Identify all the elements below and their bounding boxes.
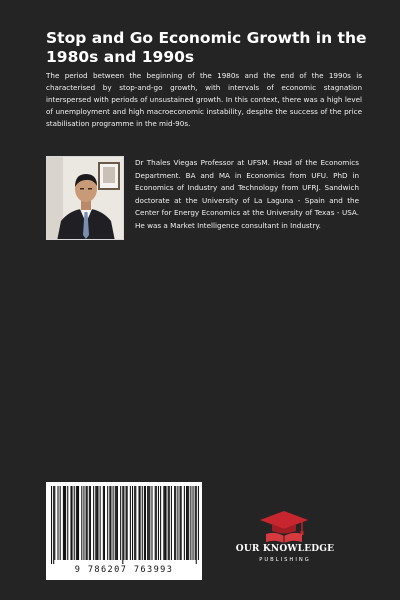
barcode-bar (67, 486, 68, 560)
barcode-bar (138, 486, 139, 560)
barcode-bar (126, 486, 127, 560)
publisher-subtitle: PUBLISHING (259, 557, 311, 563)
barcode-bar (148, 486, 149, 560)
author-photo (46, 156, 124, 240)
barcode-bar (155, 486, 156, 560)
barcode-bars (46, 482, 202, 564)
barcode-bar (195, 486, 196, 560)
barcode-bar (103, 486, 104, 560)
barcode-bar (86, 486, 87, 560)
barcode-bar (158, 486, 159, 560)
barcode-bar (149, 486, 150, 560)
book-title: Stop and Go Economic Growth in the 1980s and 1990s (46, 29, 367, 66)
barcode-bar (81, 486, 82, 560)
barcode-bar (60, 486, 61, 560)
barcode-bar (93, 486, 94, 560)
barcode-bar (78, 486, 79, 560)
graduation-cap-book-icon (258, 510, 310, 544)
barcode-bar (107, 486, 108, 560)
barcode-bar (76, 486, 77, 560)
barcode-bar (196, 486, 197, 564)
barcode-bar (132, 486, 133, 560)
author-bio: Dr Thales Viegas Professor at UFSM. Head of the Economics Department. BA and MA in Economics from UFU. PhD in Economics of Industry and Technology from UFRJ. Sandwich doctorate at the University of La Laguna - Spain and the Center for Energy Economics at the University of Texas - USA. He was a Market Intelligence consultant in Industry. (135, 158, 359, 230)
barcode-bar (115, 486, 116, 560)
barcode-bar (97, 486, 98, 560)
barcode-bar (72, 486, 73, 560)
barcode-bar (116, 486, 117, 560)
barcode-bar (90, 486, 91, 560)
barcode-bar (177, 486, 178, 560)
barcode-bar (184, 486, 185, 560)
publisher-name: OUR KNOWLEDGE (235, 544, 335, 554)
barcode-bar (87, 486, 88, 560)
barcode-bar (151, 486, 152, 560)
barcode-bar (180, 486, 181, 560)
barcode-bar (147, 486, 148, 560)
barcode-bar (187, 486, 188, 560)
barcode-bar (168, 486, 169, 560)
isbn-barcode (46, 482, 202, 580)
barcode-bar (70, 486, 71, 560)
barcode-bar (144, 486, 145, 560)
barcode-bar (130, 486, 131, 560)
barcode-bar (169, 486, 170, 560)
barcode-bar (54, 486, 55, 560)
barcode-bar (77, 486, 78, 560)
barcode-bar (117, 486, 118, 560)
barcode-bar (64, 486, 65, 560)
barcode-bar (127, 486, 128, 560)
barcode-bar (122, 486, 123, 564)
barcode-bar (57, 486, 58, 560)
barcode-bar (63, 486, 64, 560)
book-summary: The period between the beginning of the 1980s and the end of the 1990s is characterised by stop-and-go growth, with intervals of economic stagnation interspersed with periods of unsustained growth. In this context, there was a high level of unemployment and high macroeconomic instability, despite the success of the price stabilisation programme in the mid-90s. (46, 71, 362, 128)
barcode-bar (160, 486, 161, 560)
barcode-bar (190, 486, 191, 560)
barcode-bar (89, 486, 90, 560)
barcode-bar (165, 486, 166, 560)
barcode-bar (110, 486, 111, 560)
barcode-bar (163, 486, 164, 560)
barcode-bar (174, 486, 175, 560)
barcode-bar (135, 486, 136, 560)
isbn-number: 9 786207 763993 (74, 565, 174, 575)
barcode-bar (123, 486, 124, 560)
barcode-bar (120, 486, 121, 560)
barcode-bar (186, 486, 187, 560)
barcode-bar (145, 486, 146, 560)
barcode-bar (113, 486, 114, 560)
barcode-bar (171, 486, 172, 560)
barcode-bar (74, 486, 75, 560)
barcode-bar (83, 486, 84, 560)
publisher-logo-block (232, 510, 338, 570)
barcode-bar (134, 486, 135, 560)
barcode-bar (65, 486, 66, 560)
barcode-bar (192, 486, 193, 560)
barcode-bar (96, 486, 97, 560)
barcode-bar (109, 486, 110, 560)
barcode-bar (181, 486, 182, 560)
barcode-bar (100, 486, 101, 560)
barcode-bar (104, 486, 105, 560)
barcode-bar (188, 486, 189, 560)
barcode-bar (198, 486, 199, 560)
barcode-bar (164, 486, 165, 560)
barcode-bar (51, 486, 52, 564)
barcode-bar (140, 486, 141, 560)
barcode-bar (156, 486, 157, 560)
barcode-bar (175, 486, 176, 560)
barcode-bar (53, 486, 54, 564)
barcode-bar (95, 486, 96, 560)
barcode-bar (142, 486, 143, 560)
